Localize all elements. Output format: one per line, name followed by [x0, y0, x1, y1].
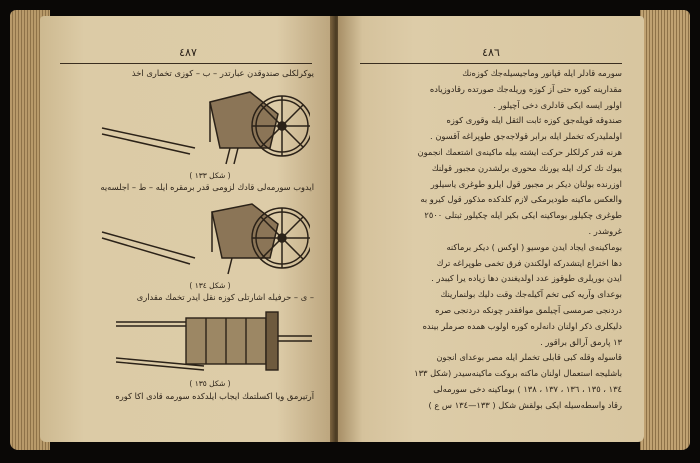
- right-page-line: هرنه قدر کرلکلر حرکت ایشته بیله ماکینه‌ی اشتعمك انجمون: [417, 147, 622, 157]
- right-page-line: دردنجی صرمسی آچیلمق موافقدر چونکه دردنجی صره: [435, 305, 622, 315]
- figure-134-text: – ی – حرفیله اشارتلی کوزه نقل ایدر تخمك مقداری: [136, 292, 314, 302]
- right-page-line: باشلیجه استعمال اولنان ماکنه بروکت ماکینه‌سیدر (شکل ۱۳۳: [414, 368, 622, 379]
- right-page-line: دها اختراع ایتشدرکه اولکندن فرق تخمی طوپراغه ترك: [436, 257, 622, 268]
- right-page-line: مقدارینه کوره حتی آز کوزه وریله‌جك صورتده رقادوزیاده: [429, 83, 622, 94]
- seed-drill-figure-135: [116, 308, 312, 376]
- left-page-number: ٤٨٧: [179, 46, 197, 59]
- right-page-line: دلیکلری ذکر اولنان دانه‌لره کوره اولوب همده صرملر بینده: [422, 320, 622, 331]
- right-page-line: طوغری چکیلور بوماکینه ایکی بکیر ایله چکیلور ثبتلی ٢٥٠٠: [424, 210, 622, 221]
- figure-133-caption: ( شکل ۱۳۳ ): [189, 171, 231, 180]
- right-page-line: قاسوله وقله کبی قابلی تخملر ایله مصر بوعدای انجون: [436, 352, 622, 363]
- seed-drill-figure-133: [100, 84, 310, 166]
- figure-134-caption: ( شکل ۱۳٤ ): [189, 281, 231, 290]
- right-page-line: ایدن بوریلری طوقوز عدد اولدیغندن دها زیاده یرا کیبدر .: [431, 273, 622, 284]
- figure-135-caption: ( شکل ۱۳٥ ): [189, 379, 231, 388]
- right-page-line: بوماکینه‌ی ایجاد ایدن موسیو ( اوکس ) دیکر برماکنه: [446, 241, 622, 252]
- header-rule: [60, 63, 312, 64]
- right-page-line: سورمه قادلر ایله قپانور وماجیسیله‌جك کوزه‌نك: [462, 68, 622, 78]
- right-page-number: ٤٨٦: [482, 46, 500, 59]
- right-page-line: بوعدای وآریه کبی تخم آکیله‌جك وقت دلیك بولنمارینك: [440, 289, 622, 300]
- figure-135-text: آرتیرمق ویا اکسلتمك ایجاب ایلدکده سورمه قادی اکا کوره: [115, 391, 314, 401]
- right-page-line: ۱۳ پارمق آرالق براقور .: [540, 336, 622, 347]
- right-page-line: اولور ایسه ایکی قادلری دخی آچیلور .: [493, 99, 622, 110]
- right-page-line: ۱۳٤ ، ۱۳٥ ، ۱۳٦ ، ۱۳۷ ، ۱۳۸ ) بوماکینه دخی سورمه‌لی: [433, 384, 622, 394]
- seed-drill-figure-134: [100, 196, 310, 278]
- right-page: [338, 16, 644, 442]
- right-page-edges: [640, 10, 690, 450]
- right-page-line: رقاد واسطه‌سیله ایکی بولقش شکل ( ۱۳۳—۱۳٤ س ع ): [428, 399, 622, 410]
- left-page-header-text: یوکرلکلی صندوقدن عبارتدر – ب – کوزی تخماری اخذ: [131, 68, 314, 78]
- right-page-line: صندوقه قویله‌جق کوزه ثابت الثقل ایله وقوری کوزه: [446, 115, 622, 126]
- header-rule: [360, 63, 622, 64]
- right-page-line: غروشدر .: [588, 226, 622, 236]
- figure-133-text: ایدوب سورمه‌لی قادك لزومی قدر برمقره ایله – ط – اجلسه‌یه: [100, 182, 314, 192]
- right-page-line: والعکس ماکینه طودیرمکی لازم کلدکده مذکور قول کیرو به: [420, 194, 622, 205]
- left-page: [40, 16, 336, 442]
- right-page-line: اوزرنده بولنان دیکر بر مجبور قول ایلرو طوغری یاسیلور: [430, 178, 622, 189]
- right-page-line: اولملیدرکه تخملر ایله برابر قولاجه‌جق طوپراغه آقسون .: [430, 131, 622, 142]
- right-page-line: یبوك تك کرك ایله یورنك محوری برلشدرن مجبور قولنك: [431, 162, 622, 173]
